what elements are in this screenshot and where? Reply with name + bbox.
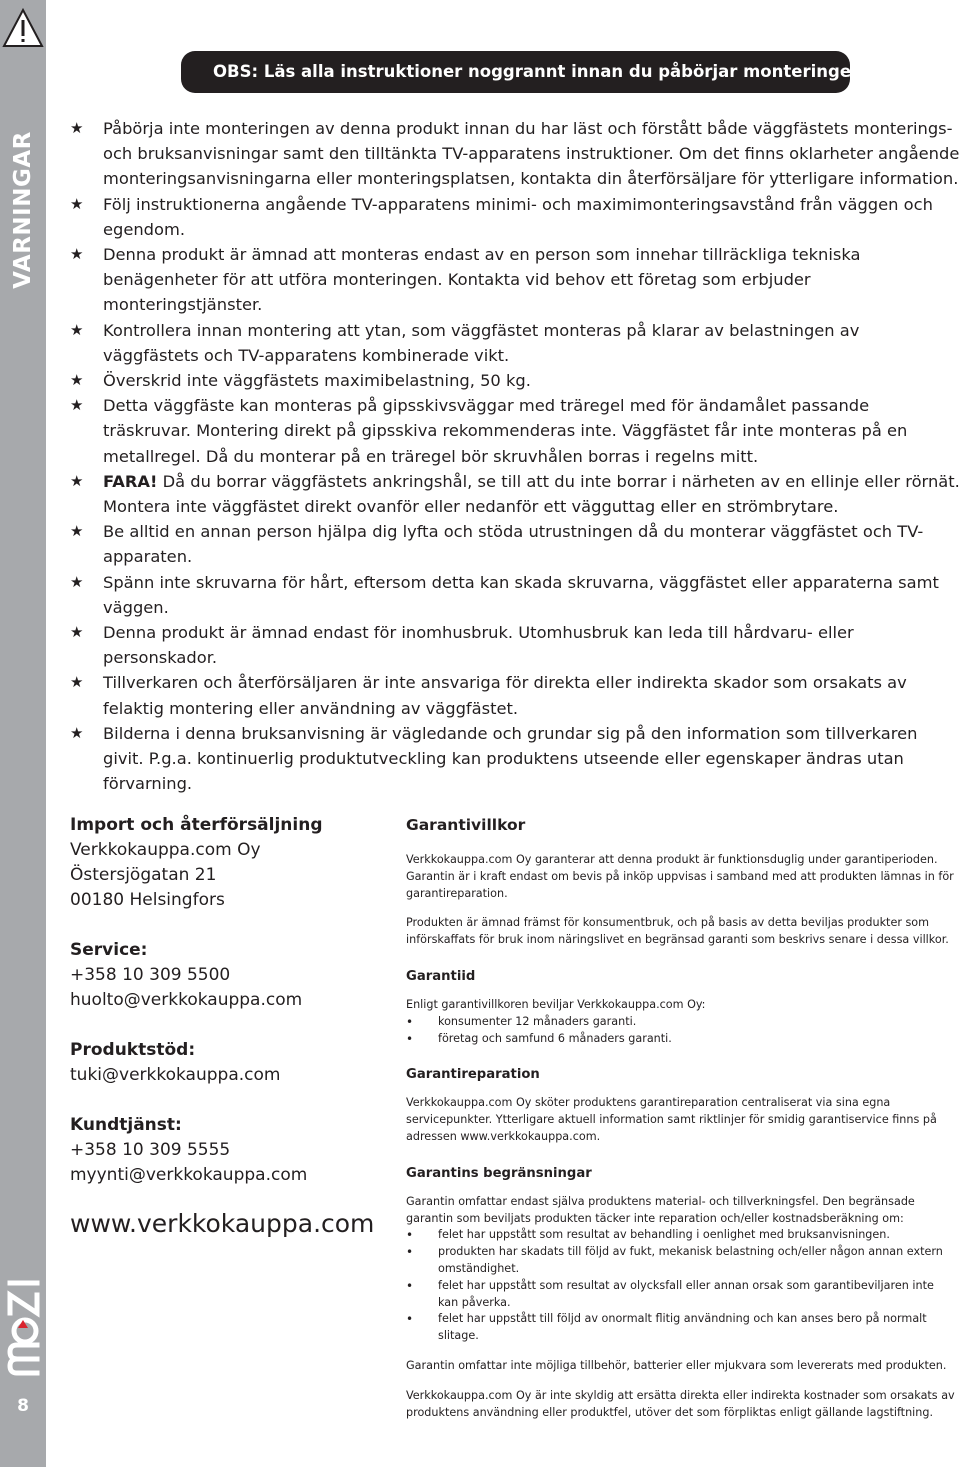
warning-item: ★ Tillverkaren och återförsäljaren är inte ansvariga för direkta eller indirekta skador som orsakats av felaktig montering eller användning av väggfästet. [70, 670, 960, 720]
customer-service-phone: +358 10 309 5555 [70, 1140, 231, 1160]
city-address: 00180 Helsingfors [70, 890, 225, 910]
star-bullet-icon: ★ [70, 194, 84, 213]
mozi-logo [4, 1276, 42, 1378]
list-item: • konsumenter 12 månaders garanti. [406, 1014, 956, 1031]
service-block [70, 938, 390, 1013]
list-item: • felet har uppstått som resultat av behandling i oenlighet med bruksanvisningen. [406, 1227, 956, 1244]
warning-item: ★ Överskrid inte väggfästets maximibelastning, 50 kg. [70, 368, 960, 393]
warning-item: ★ Denna produkt är ämnad endast för inomhusbruk. Utomhusbruk kan leda till hårdvaru- eller personskador. [70, 620, 960, 670]
warranty-title: Garantivillkor [406, 816, 526, 834]
warning-item: ★ Spänn inte skruvarna för hårt, eftersom detta kan skada skruvarna, väggfästet eller apparaterna samt väggen. [70, 570, 960, 620]
customer-service-block [70, 1113, 390, 1188]
customer-service-heading: Kundtjänst: [70, 1115, 182, 1135]
warning-item: ★ Bilderna i denna bruksanvisning är vägledande och grundar sig på den information som tillverkaren givit. P.g.a. kontinuerlig produktutveckling kan produktens utseende eller egenskaper ändras utan förvarning. [70, 721, 960, 797]
star-bullet-icon: ★ [70, 723, 84, 742]
page-number: 8 [17, 1396, 29, 1416]
star-bullet-icon: ★ [70, 371, 84, 390]
warranty-paragraph: Garantin omfattar inte möjliga tillbehör, batterier eller mjukvara som levererats med produkten. [406, 1358, 947, 1372]
importer-block [70, 813, 390, 913]
warranty-repair-heading: Garantireparation [406, 1067, 540, 1083]
importer-heading: Import och återförsäljning [70, 815, 323, 835]
section-title: VARNINGAR [10, 131, 36, 289]
warning-item: ★ Kontrollera innan montering att ytan, som väggfästet monteras på klarar av belastningen av väggfästets och TV-apparatens kombinerade vikt. [70, 318, 960, 368]
support-email: tuki@verkkokauppa.com [70, 1065, 281, 1085]
star-bullet-icon: ★ [70, 522, 84, 541]
warning-triangle-icon [1, 6, 45, 50]
support-block [70, 1038, 390, 1088]
warning-item: ★ Be alltid en annan person hjälpa dig lyfta och stöda utrustningen då du monterar väggfästet och TV-apparaten. [70, 519, 960, 569]
warranty-limitations-list [406, 1227, 956, 1345]
warnings-list [70, 116, 960, 796]
warranty-paragraph: Verkkokauppa.com Oy garanterar att denna produkt är funktionsduglig under garantiperioden. Garantin är i kraft endast om bevis på inköp uppvisas i samband med att produkten lämnas in för garantireparation. [406, 853, 954, 900]
website-url: www.verkkokauppa.com [70, 1209, 375, 1238]
warranty-paragraph: Verkkokauppa.com Oy är inte skyldig att ersätta direkta eller indirekta kostnader som orsakats av produktens användning eller produktfel, utöver det som förpliktas enligt gällande lagstiftning. [406, 1388, 955, 1419]
sidebar [0, 0, 46, 1467]
warning-item: ★ Följ instruktionerna angående TV-apparatens minimi- och maximimonteringsavstånd från väggen och egendom. [70, 192, 960, 242]
star-bullet-icon: ★ [70, 320, 84, 339]
star-bullet-icon: ★ [70, 119, 84, 137]
service-email: huolto@verkkokauppa.com [70, 990, 303, 1010]
star-bullet-icon: ★ [70, 623, 84, 642]
warning-item: ★ Påbörja inte monteringen av denna produkt innan du har läst och förstått både väggfästets monterings- och bruksanvisningar samt den tilltänkta TV-apparatens instruktioner. Om det finns oklarheter angående monteringsanvisningarna eller monteringsplatsen, kontakta din återförsäljare för ytterligare information. [70, 116, 960, 192]
list-item: • företag och samfund 6 månaders garanti. [406, 1031, 956, 1048]
warning-item: ★ Denna produkt är ämnad att monteras endast av en person som innehar tillräckliga tekniska benägenheter för att utföra monteringen. Kontakta vid behov ett företag som erbjuder monteringstjänster. [70, 242, 960, 318]
star-bullet-icon: ★ [70, 572, 84, 591]
warning-item: ★ Detta väggfäste kan monteras på gipsskivsväggar med träregel med för ändamålet passande träskruvar. Montering direkt på gipsskiva rekommenderas inte. Väggfästet får inte monteras på en metallregel. Då du monterar på en träregel bör skruvhålen borras i regelns mitt. [70, 393, 960, 469]
contact-info [70, 813, 390, 1239]
warranty-paragraph: Enligt garantivillkoren beviljar Verkkokauppa.com Oy: [406, 997, 706, 1011]
star-bullet-icon: ★ [70, 471, 84, 490]
warranty-limitations-heading: Garantins begränsningar [406, 1165, 592, 1181]
street-address: Östersjögatan 21 [70, 865, 217, 885]
star-bullet-icon: ★ [70, 396, 84, 415]
notice-banner: OBS: Läs alla instruktioner noggrannt innan du påbörjar monteringen. [181, 51, 850, 93]
list-item: • felet har uppstått som resultat av olycksfall eller annan orsak som garantibeviljaren inte kan påverka. [406, 1278, 956, 1312]
service-phone: +358 10 309 5500 [70, 965, 231, 985]
warranty-terms [406, 814, 956, 1434]
star-bullet-icon: ★ [70, 245, 84, 264]
service-heading: Service: [70, 940, 148, 960]
warranty-paragraph: Produkten är ämnad främst för konsumentbruk, och på basis av detta beviljas produkter som införskaffats för bruk inom näringslivet en begränsad garanti som beskrivs senare i dessa villkor. [406, 916, 949, 947]
warranty-paragraph: Garantin omfattar endast själva produktens material- och tillverkningsfel. Den begränsade garantin som beviljats produkten täcker inte reparation och/eller kostnadsberäkning om: [406, 1194, 915, 1225]
warning-item: ★ FARA! Då du borrar väggfästets ankringshål, se till att du inte borrar i närheten av en ellinje eller rörnät. Montera inte väggfästet direkt ovanför eller nedanför ett vägguttag eller en strömbrytare. [70, 469, 960, 519]
customer-service-email: myynti@verkkokauppa.com [70, 1165, 308, 1185]
list-item: • felet har uppstått till följd av onormalt flitig användning och kan anses bero på normalt slitage. [406, 1311, 956, 1345]
warranty-paragraph: Verkkokauppa.com Oy sköter produktens garantireparation centraliserat via sina egna servicepunkter. Ytterligare aktuell information samt riktlinjer för smidig garantiservice finns på adressen www.verkkokauppa.com. [406, 1096, 937, 1143]
danger-label: FARA! [103, 471, 158, 491]
warranty-period-heading: Garantiid [406, 968, 476, 984]
star-bullet-icon: ★ [70, 673, 84, 692]
warranty-period-list [406, 1014, 956, 1048]
list-item: • produkten har skadats till följd av fukt, mekanisk belastning och/eller någon annan extern omständighet. [406, 1244, 956, 1278]
support-heading: Produktstöd: [70, 1040, 196, 1060]
company-name: Verkkokauppa.com Oy [70, 840, 261, 860]
